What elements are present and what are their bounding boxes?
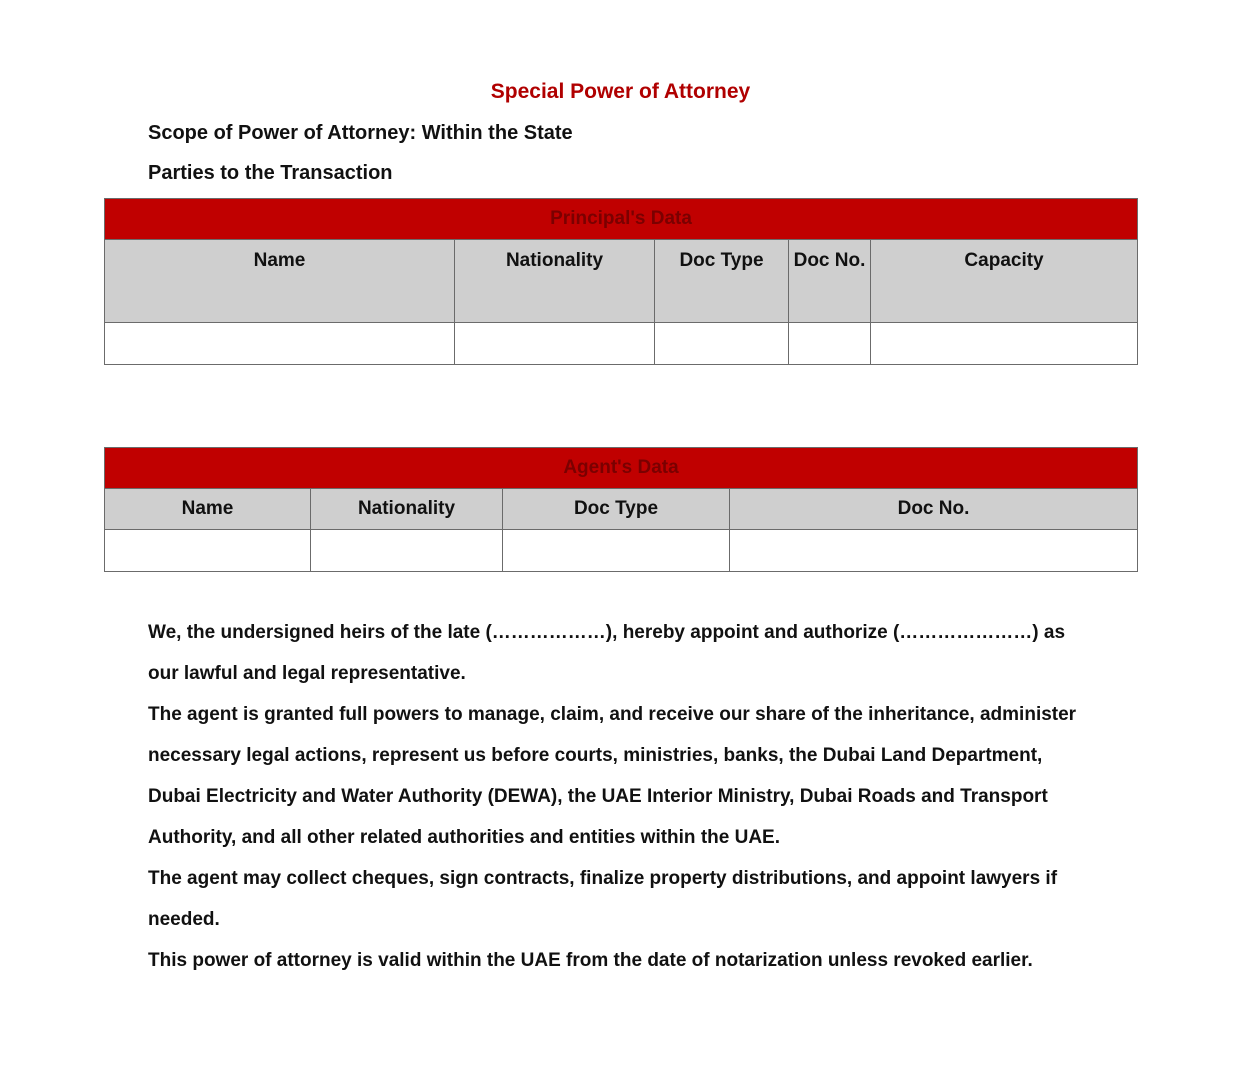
agent-data-table: [104, 447, 1138, 572]
body-paragraph-appointment: We, the undersigned heirs of the late (………………), hereby appoint and authorize (…………………) as our lawful and legal representative.: [148, 622, 1066, 684]
body-paragraph-validity: This power of attorney is valid within the UAE from the date of notarization unless revoked earlier.: [148, 950, 1033, 971]
agent-col-doc-no: Doc No.: [730, 489, 1138, 530]
scope-line: Scope of Power of Attorney: Within the State: [148, 122, 573, 144]
principal-col-doc-no: Doc No.: [789, 240, 871, 323]
principal-col-doc-type: Doc Type: [655, 240, 789, 323]
agent-table-row: [105, 530, 1138, 572]
principal-capacity-cell[interactable]: [871, 323, 1138, 365]
parties-heading: Parties to the Transaction: [148, 162, 393, 184]
document-title: Special Power of Attorney: [490, 80, 751, 103]
principal-col-name: Name: [105, 240, 455, 323]
body-text: [148, 612, 1098, 981]
principal-table-title: Principal's Data: [105, 199, 1138, 240]
principal-col-nationality: Nationality: [455, 240, 655, 323]
principal-col-capacity: Capacity: [871, 240, 1138, 323]
principal-data-table: [104, 198, 1138, 365]
agent-name-cell[interactable]: [105, 530, 311, 572]
agent-col-nationality: Nationality: [311, 489, 503, 530]
agent-nationality-cell[interactable]: [311, 530, 503, 572]
agent-col-doc-type: Doc Type: [503, 489, 730, 530]
principal-doc-type-cell[interactable]: [655, 323, 789, 365]
agent-table-title: Agent's Data: [105, 448, 1138, 489]
agent-col-name: Name: [105, 489, 311, 530]
principal-nationality-cell[interactable]: [455, 323, 655, 365]
principal-doc-no-cell[interactable]: [789, 323, 871, 365]
body-paragraph-actions: The agent may collect cheques, sign contracts, finalize property distributions, and appoint lawyers if needed.: [148, 868, 1058, 930]
agent-doc-no-cell[interactable]: [730, 530, 1138, 572]
principal-name-cell[interactable]: [105, 323, 455, 365]
principal-table-row: [105, 323, 1138, 365]
agent-doc-type-cell[interactable]: [503, 530, 730, 572]
body-paragraph-powers: The agent is granted full powers to manage, claim, and receive our share of the inheritance, administer necessary legal actions, represent us before courts, ministries, banks, the Dubai Land Department, Dubai Electricity and Water Authority (DEWA), the UAE Interior Ministry, Dubai Roads and Transport Authority, and all other related authorities and entities within the UAE.: [148, 704, 1077, 848]
